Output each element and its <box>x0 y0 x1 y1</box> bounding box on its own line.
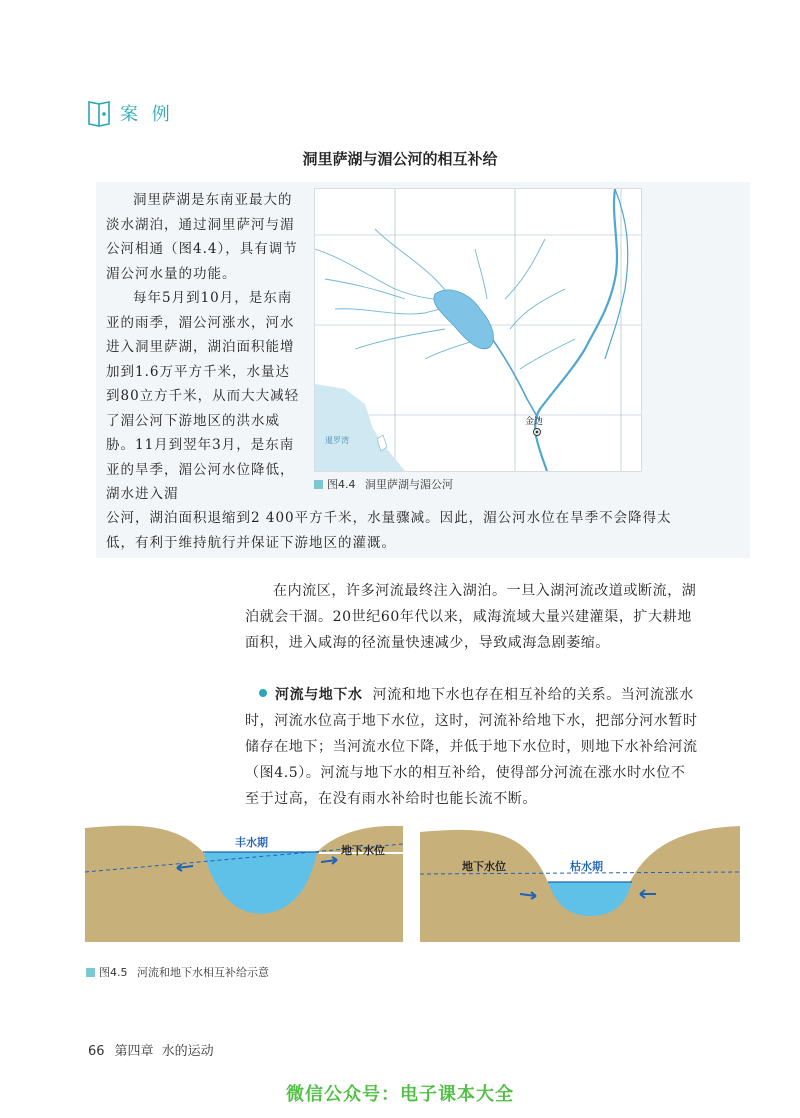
case-title: 洞里萨湖与湄公河的相互补给 <box>302 150 498 168</box>
bullet-icon <box>259 689 267 697</box>
body-paragraph-2 <box>245 682 700 812</box>
left-season-label: 丰水期 <box>235 836 268 849</box>
case-paragraph-2: 每年5月到10月，是东南亚的雨季，湄公河涨水，河水进入洞里萨湖，湖泊面积能增加到1.6万平方千米，水量达到80立方千米，从而大大减轻了湄公河下游地区的洪水威胁。11月到翌年3月，是东南亚的旱季，湄公河水位降低，湖水进入湄 <box>106 290 300 502</box>
figure-caption-number: 图4.5 <box>99 966 128 979</box>
map-caption-number: 图4.4 <box>327 478 356 491</box>
figure-caption <box>86 964 269 980</box>
chapter-title: 水的运动 <box>161 1044 214 1059</box>
city-label: 金边 <box>525 417 544 427</box>
tonle-sap-lake <box>434 290 494 349</box>
gulf-of-thailand <box>315 384 405 471</box>
case-paragraph-2-continued: 公河，湖泊面积退缩到2 400平方千米，水量骤减。因此，湄公河水位在旱季不会降得太低，有利于维持航行并保证下游地区的灌溉。 <box>106 510 672 551</box>
tonle-sap-river <box>485 329 540 421</box>
case-paragraph-1: 洞里萨湖是东南亚最大的淡水湖泊，通过洞里萨河与湄公河相通（图4.4），具有调节湄公河水量的功能。 <box>106 192 298 282</box>
caption-marker-icon <box>86 968 95 977</box>
right-groundwater-label: 地下水位 <box>462 860 506 873</box>
page-number: 66 <box>88 1044 105 1059</box>
caption-marker-icon <box>314 480 323 489</box>
chapter-label: 第四章 <box>114 1044 154 1059</box>
figure-dry-season <box>420 822 740 942</box>
paragraph-text: 河流和地下水也存在相互补给的关系。当河流涨水时，河流水位高于地下水位，这时，河流补给地下水，把部分河水暂时储存在地下；当河流水位下降，并低于地下水位时，则地下水补给河流（图4.5）。河流与地下水的相互补给，使得部分河流在涨水时水位不至于过高，在没有雨水补给时也能长流不断。 <box>245 687 698 807</box>
mekong-map <box>314 188 642 472</box>
figure-flood-season <box>85 822 403 942</box>
mekong-river <box>535 189 617 471</box>
right-season-label: 枯水期 <box>570 860 603 873</box>
body-paragraph-1: 在内流区，许多河流最终注入湖泊。一旦入湖河流改道或断流，湖泊就会干涸。20世纪60年代以来，咸海流域大量兴建灌渠，扩大耕地面积，进入咸海的径流量快速减少，导致咸海急剧萎缩。 <box>245 583 697 651</box>
open-book-icon <box>86 98 112 128</box>
case-header <box>86 96 174 130</box>
watermark: 微信公众号：电子课本大全 <box>286 1084 514 1105</box>
section-label: 案 例 <box>120 104 174 125</box>
page-footer <box>88 1040 214 1059</box>
left-groundwater-label: 地下水位 <box>341 844 385 857</box>
map-caption-text: 洞里萨湖与湄公河 <box>365 478 453 491</box>
paragraph-keyword: 河流与地下水 <box>275 687 363 703</box>
sea-label: 暹罗湾 <box>325 436 349 445</box>
map-caption <box>314 476 453 492</box>
figure-caption-text: 河流和地下水相互补给示意 <box>137 966 269 979</box>
